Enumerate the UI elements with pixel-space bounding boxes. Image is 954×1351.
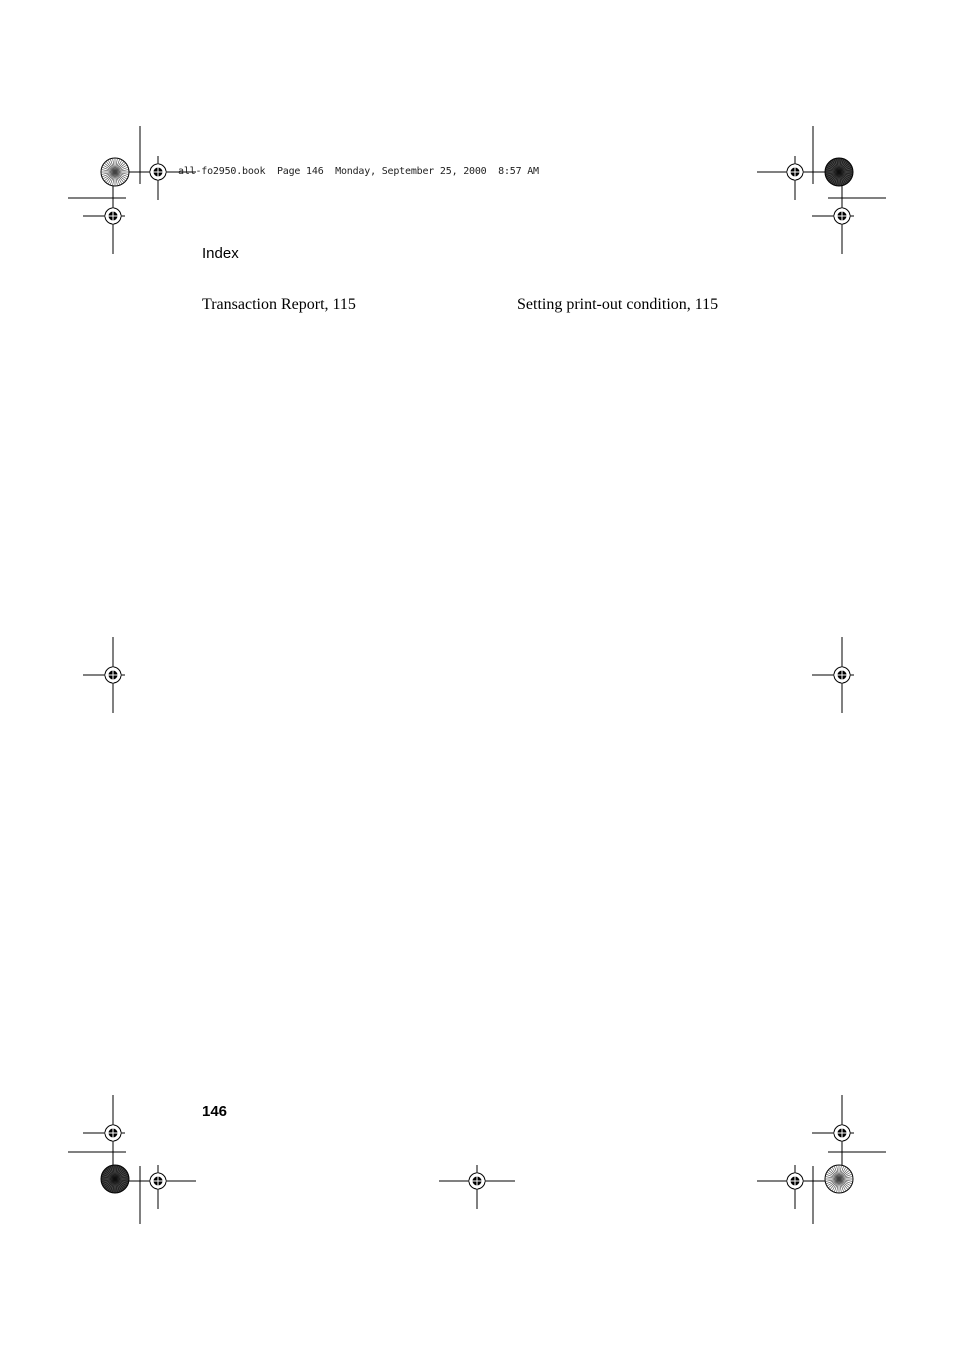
page-number: 146 — [202, 1103, 228, 1120]
registration-target-icon — [812, 1095, 854, 1171]
starburst-icon — [101, 158, 129, 186]
registration-target-icon — [439, 1165, 515, 1209]
index-entry: Setting print-out condition, 115 — [517, 296, 719, 313]
running-head: Index — [202, 245, 239, 262]
registration-target-icon — [812, 178, 854, 254]
registration-target-icon — [120, 156, 196, 200]
registration-target-icon — [83, 637, 125, 713]
registration-target-icon — [757, 156, 833, 200]
registration-targets — [83, 156, 854, 1209]
starburst-icon — [825, 1165, 853, 1193]
registration-target-icon — [83, 1095, 125, 1171]
crop-lines — [68, 126, 886, 1224]
registration-target-icon — [83, 178, 125, 254]
registration-target-icon — [757, 1165, 833, 1209]
slug-line: all-fo2950.book Page 146 Monday, September 25, 2000 8:57 AM — [178, 166, 539, 177]
registration-target-icon — [120, 1165, 196, 1209]
starburst-icon — [101, 1165, 129, 1193]
index-entry: Transaction Report, 115 — [202, 296, 356, 313]
starburst-icon — [825, 158, 853, 186]
registration-target-icon — [812, 637, 854, 713]
